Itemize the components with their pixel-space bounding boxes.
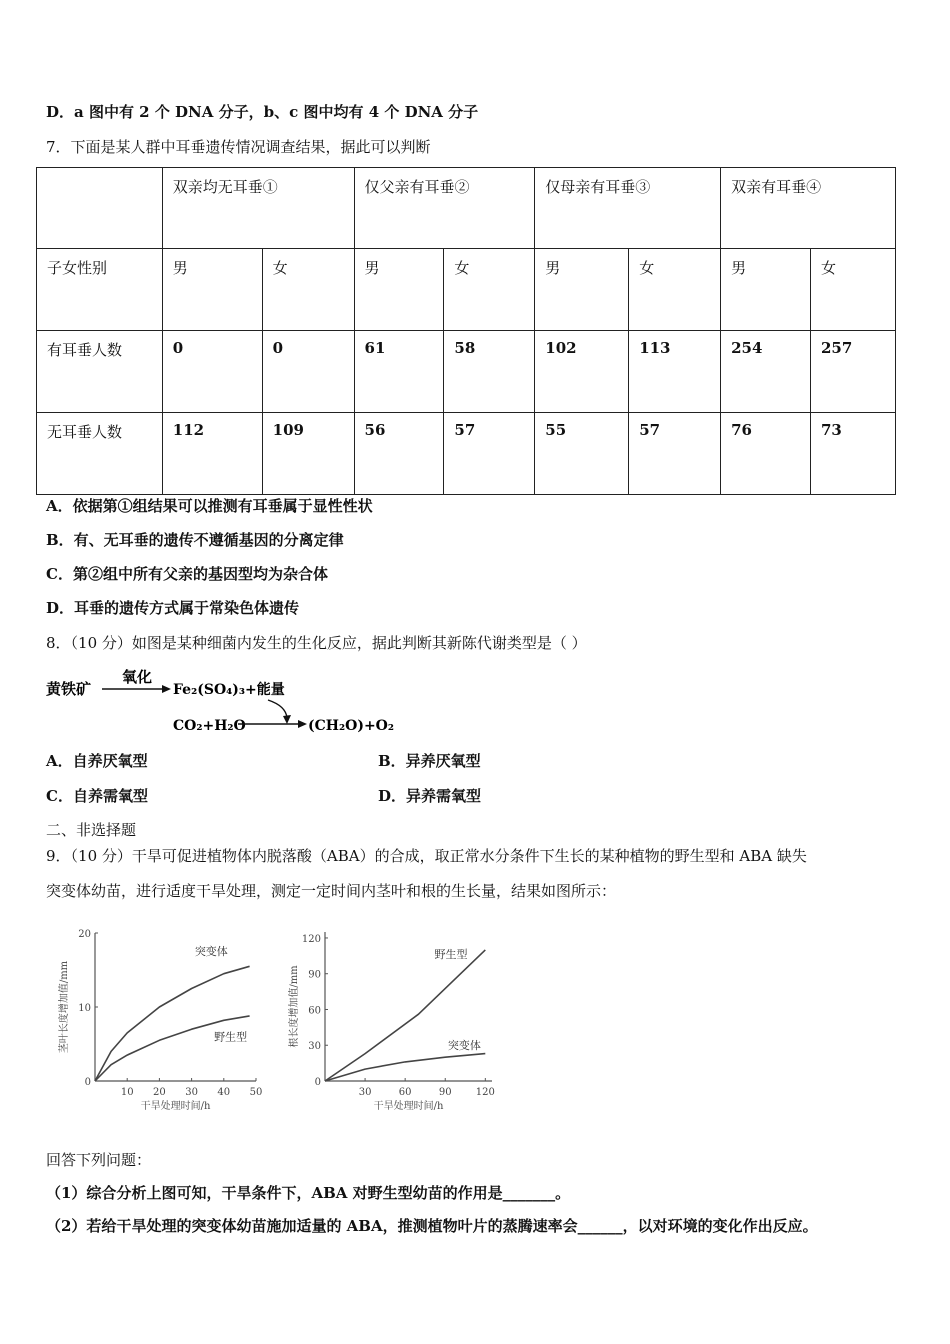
q7-option-a: A．依据第①组结果可以推测有耳垂属于显性性状	[46, 497, 373, 515]
survey-table	[36, 167, 896, 495]
sex-cell: 男	[354, 249, 444, 331]
series-line	[95, 1016, 250, 1081]
count-cell: 57	[444, 413, 535, 495]
q6-option-d: D．a 图中有 2 个 DNA 分子，b、c 图中均有 4 个 DNA 分子	[46, 103, 479, 121]
series-label: 突变体	[447, 1038, 481, 1052]
q8-stem: 8．（10 分）如图是某种细菌内发生的生化反应，据此判断其新陈代谢类型是（ ）	[46, 634, 587, 652]
count-cell: 257	[810, 331, 895, 413]
count-cell: 57	[629, 413, 721, 495]
curve-arrow-head	[283, 715, 291, 724]
y-tick-label: 120	[301, 933, 321, 945]
q8-option-c: C．自养需氧型	[46, 787, 148, 805]
series-label: 突变体	[194, 945, 228, 959]
product-organic-o2: (CH₂O)+O₂	[308, 718, 395, 734]
x-axis-label: 干旱处理时间/h	[140, 1101, 211, 1112]
count-cell: 55	[535, 413, 629, 495]
q7-stem: 7．下面是某人群中耳垂遗传情况调查结果，据此可以判断	[46, 138, 431, 156]
x-tick-label: 90	[438, 1087, 452, 1098]
y-tick-label: 60	[308, 1005, 321, 1017]
y-tick-label: 20	[78, 929, 91, 940]
sex-cell: 男	[721, 249, 811, 331]
sex-cell: 男	[535, 249, 629, 331]
q9-stem-line1: 9．（10 分）干旱可促进植物体内脱落酸（ABA）的合成，取正常水分条件下生长的某种植物的野生型和 ABA 缺失	[46, 847, 807, 865]
x-axis-label: 干旱处理时间/h	[373, 1101, 444, 1112]
count-cell: 56	[354, 413, 444, 495]
x-tick-label: 30	[185, 1087, 198, 1098]
q8-option-b: B．异养厌氧型	[378, 752, 481, 770]
group-header: 仅母亲有耳垂③	[535, 168, 721, 249]
section-heading: 二、非选择题	[46, 821, 137, 839]
x-tick-label: 30	[358, 1087, 372, 1098]
series-label: 野生型	[434, 948, 468, 962]
q8-option-d: D．异养需氧型	[378, 787, 482, 805]
q7-option-b: B．有、无耳垂的遗传不遵循基因的分离定律	[46, 531, 344, 549]
arrow-head	[162, 685, 171, 693]
sex-cell: 女	[262, 249, 354, 331]
row-label: 子女性别	[37, 249, 163, 331]
group-header: 双亲有耳垂④	[721, 168, 896, 249]
count-cell: 76	[721, 413, 811, 495]
count-cell: 113	[629, 331, 721, 413]
count-cell: 0	[162, 331, 262, 413]
y-tick-label: 90	[308, 969, 321, 981]
count-cell: 102	[535, 331, 629, 413]
count-cell: 254	[721, 331, 811, 413]
count-cell: 112	[162, 413, 262, 495]
count-cell: 58	[444, 331, 535, 413]
sex-cell: 女	[444, 249, 535, 331]
y-tick-label: 30	[308, 1041, 321, 1053]
y-tick-label: 0	[314, 1077, 321, 1088]
oxidation-label: 氧化	[122, 668, 153, 686]
y-tick-label: 10	[78, 1003, 91, 1014]
x-tick-label: 50	[249, 1087, 263, 1098]
count-cell: 73	[810, 413, 895, 495]
q7-option-d: D．耳垂的遗传方式属于常染色体遗传	[46, 599, 300, 617]
arrow-head	[298, 720, 307, 728]
reactant-pyrite: 黄铁矿	[46, 680, 92, 698]
count-cell: 109	[262, 413, 354, 495]
x-tick-label: 60	[398, 1087, 412, 1098]
group-header: 双亲均无耳垂①	[162, 168, 354, 249]
x-tick-label: 10	[120, 1087, 134, 1098]
y-axis-label: 茎叶长度增加值/mm	[59, 960, 70, 1054]
sex-cell: 女	[629, 249, 721, 331]
q9-stem-line2: 突变体幼苗，进行适度干旱处理，测定一定时间内茎叶和根的生长量，结果如图所示：	[46, 882, 617, 900]
x-tick-label: 40	[217, 1087, 231, 1098]
sex-cell: 女	[810, 249, 895, 331]
q9-sub-question-2: （2）若给干旱处理的突变体幼苗施加适量的 ABA，推测植物叶片的蒸腾速率会______，以对环境的变化作出反应。	[46, 1217, 818, 1235]
table-corner-cell	[37, 168, 163, 249]
row-label: 无耳垂人数	[37, 413, 163, 495]
q8-option-a: A．自养厌氧型	[46, 752, 148, 770]
series-line	[325, 1054, 485, 1081]
count-cell: 0	[262, 331, 354, 413]
q9-sub-question-1: （1）综合分析上图可知，干旱条件下，ABA 对野生型幼苗的作用是_______。	[46, 1184, 571, 1202]
count-cell: 61	[354, 331, 444, 413]
x-tick-label: 20	[153, 1087, 166, 1098]
series-label: 野生型	[214, 1030, 248, 1044]
row-label: 有耳垂人数	[37, 331, 163, 413]
y-axis-label: 根长度增加值/mm	[289, 965, 300, 1048]
reaction-diagram	[40, 662, 400, 742]
q9-prompt: 回答下列问题：	[46, 1151, 152, 1169]
x-tick-label: 120	[475, 1087, 495, 1098]
group-header: 仅父亲有耳垂②	[354, 168, 535, 249]
series-line	[95, 966, 250, 1081]
product-iron-sulfate: Fe₂(SO₄)₃+能量	[173, 682, 285, 698]
stem-leaf-growth-chart	[46, 920, 276, 1120]
energy-curve-arrow	[268, 700, 287, 718]
root-growth-chart	[278, 920, 508, 1120]
q7-option-c: C．第②组中所有父亲的基因型均为杂合体	[46, 565, 328, 583]
reactant-co2-h2o: CO₂+H₂O	[173, 718, 246, 734]
y-tick-label: 0	[84, 1077, 91, 1088]
sex-cell: 男	[162, 249, 262, 331]
